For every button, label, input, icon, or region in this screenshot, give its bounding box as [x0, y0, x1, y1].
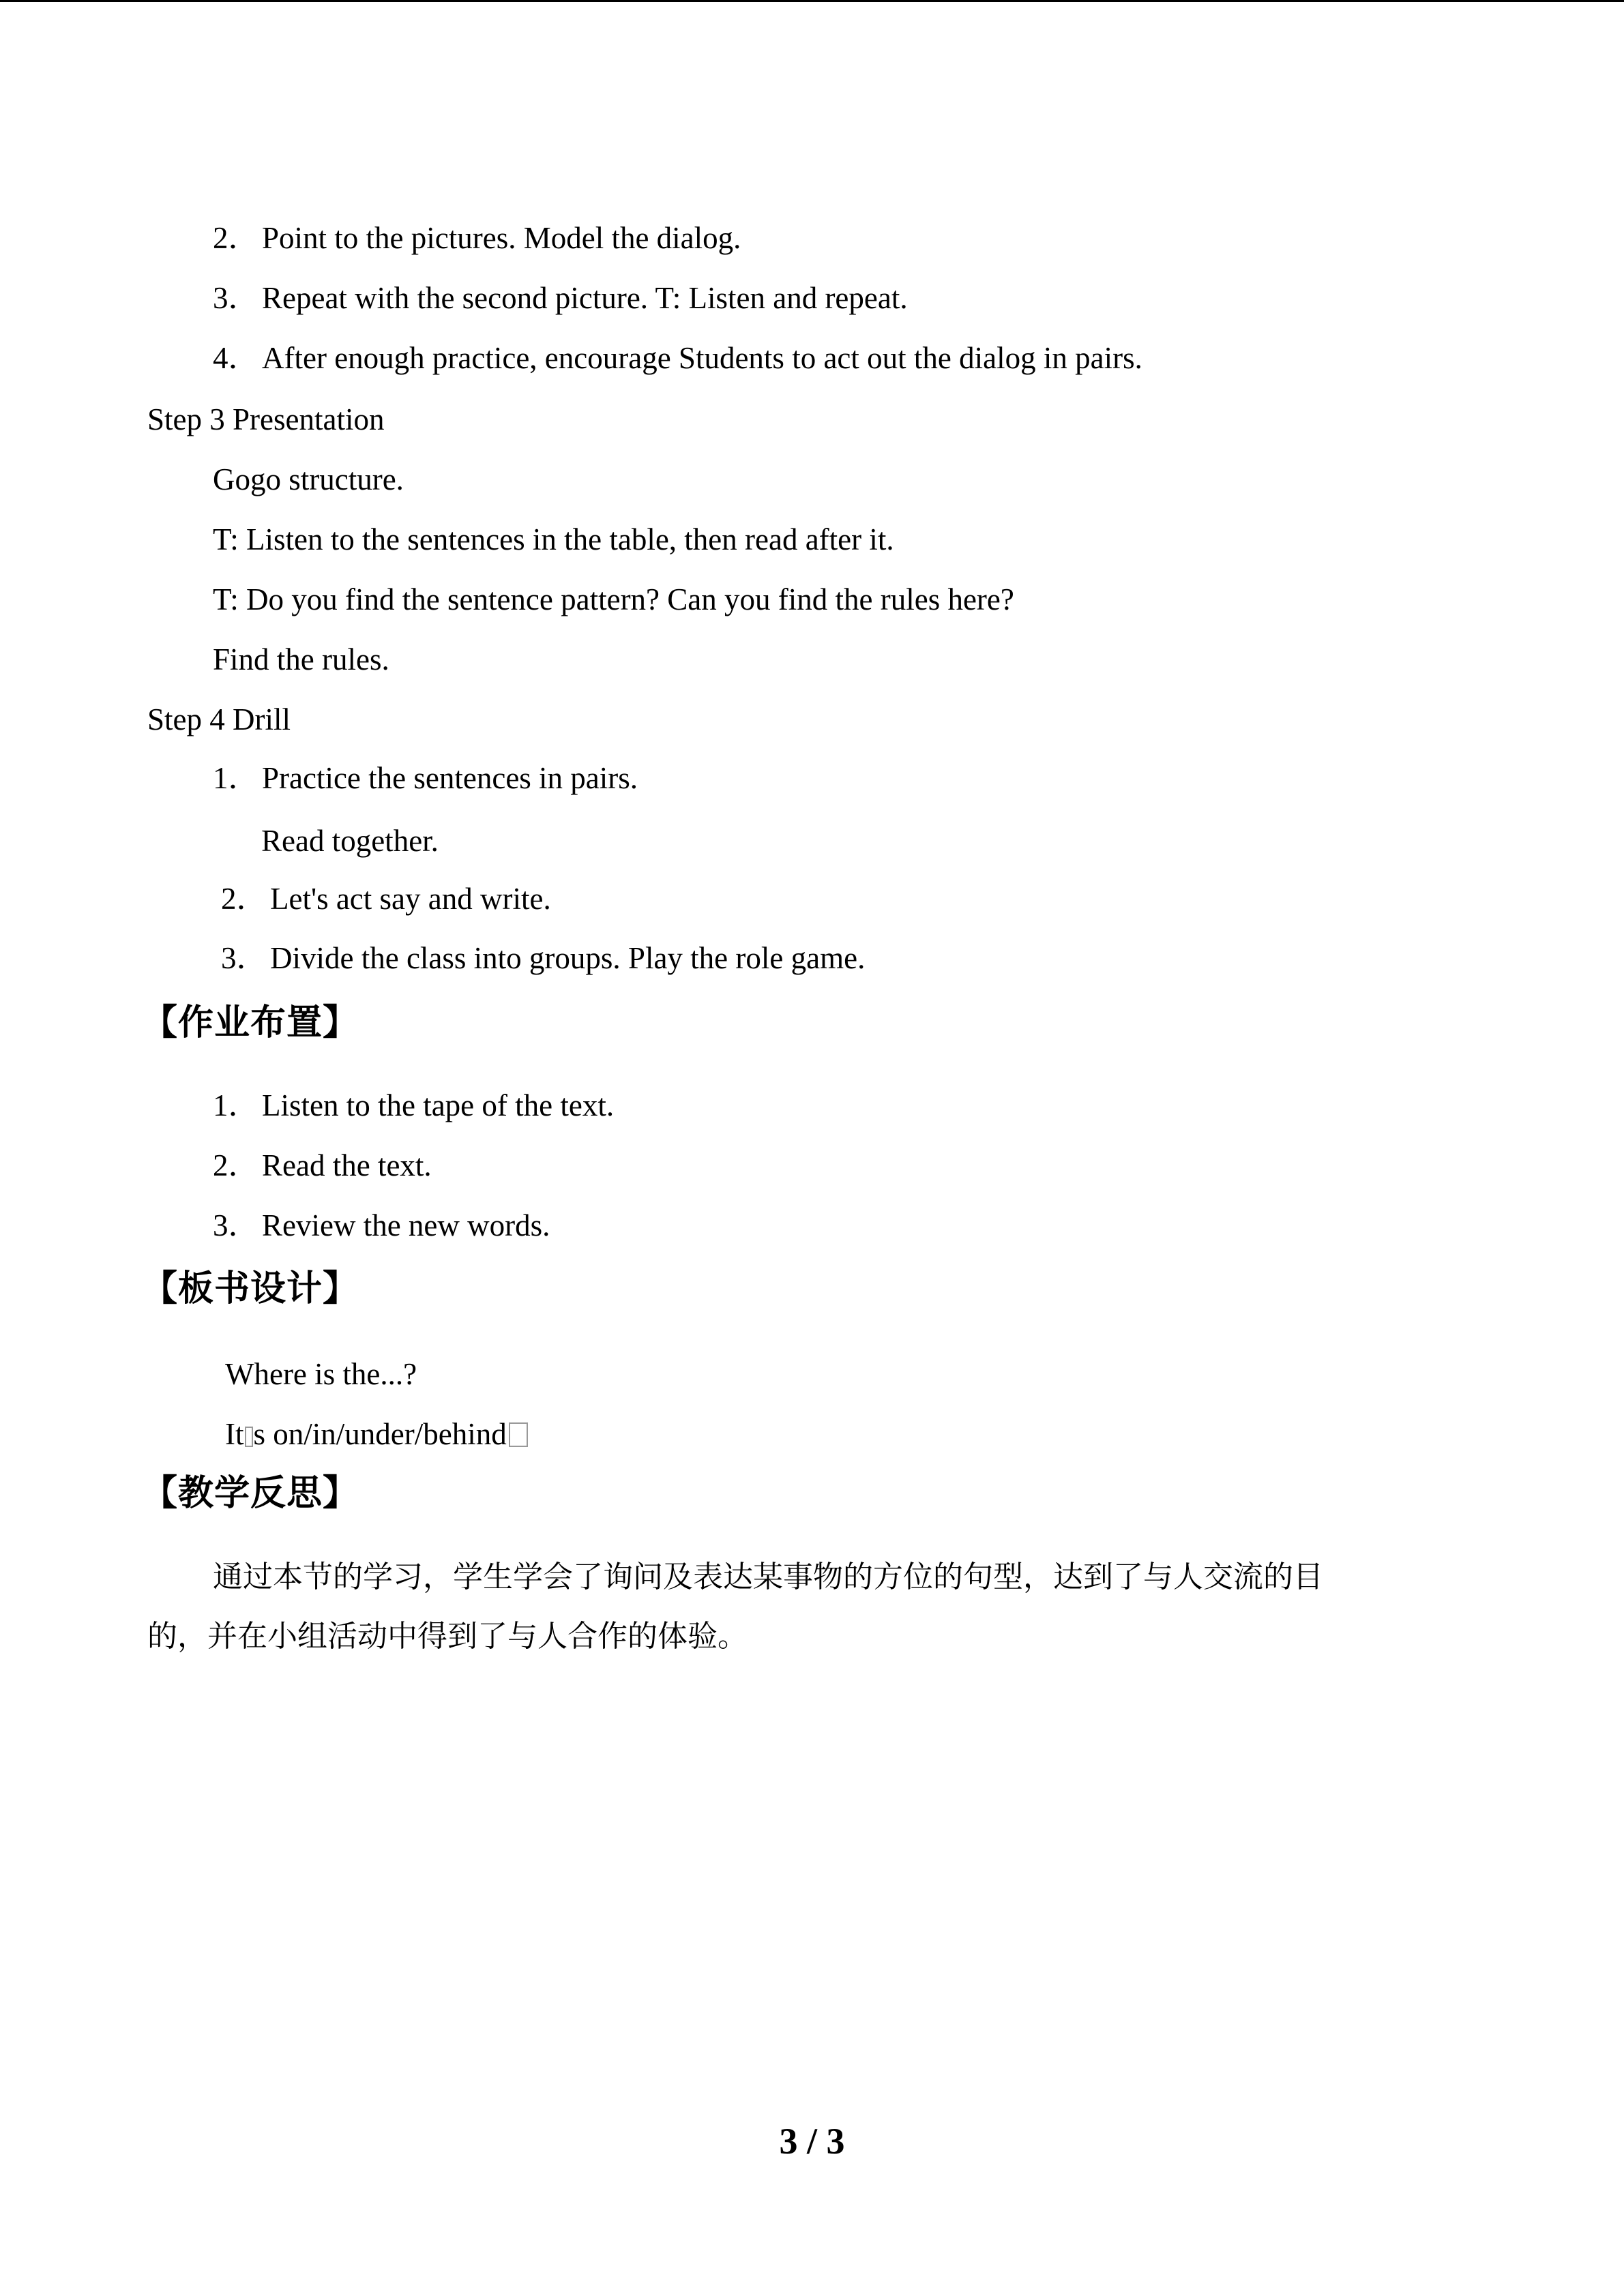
step3-line: T: Listen to the sentences in the table, then read after it. — [213, 522, 894, 556]
homework-item-text: Review the new words. — [262, 1208, 550, 1242]
board-design-heading: 【板书设计】 — [142, 1268, 359, 1309]
step4-item-2 — [221, 880, 551, 918]
homework-item-text: Read the text. — [262, 1148, 432, 1182]
step3-line: Gogo structure. — [213, 462, 404, 496]
step-item-number: 2． — [213, 221, 259, 255]
step4-item-1 — [213, 759, 638, 797]
step4-item-number: 2． — [221, 882, 267, 916]
step4-item-sub: Read together. — [261, 824, 439, 858]
step3-line: Find the rules. — [213, 642, 389, 676]
missing-glyph-icon — [245, 1427, 253, 1447]
homework-item-number: 2． — [213, 1148, 259, 1182]
step3-line: T: Do you find the sentence pattern? Can you find the rules here? — [213, 582, 1014, 616]
page-number: 3 / 3 — [779, 2121, 845, 2162]
step-item-text: Repeat with the second picture. T: Listen and repeat. — [262, 281, 908, 315]
homework-item — [213, 1206, 550, 1244]
board-line-2-rest: s on/in/under/behind — [253, 1417, 507, 1451]
reflection-heading: 【教学反思】 — [142, 1473, 359, 1514]
step4-title: Step 4 Drill — [147, 702, 291, 736]
board-line-2 — [225, 1415, 530, 1453]
homework-heading: 【作业布置】 — [142, 1002, 359, 1043]
step-item-3 — [213, 279, 908, 317]
step4-item-text: Practice the sentences in pairs. — [262, 761, 638, 795]
reflection-paragraph-line-2: 的，并在小组活动中得到了与人合作的体验。 — [147, 1619, 748, 1654]
step4-item-number: 3． — [221, 941, 267, 975]
step4-item-3 — [221, 939, 865, 977]
step-item-number: 3． — [213, 281, 259, 315]
missing-glyph-icon — [509, 1422, 528, 1447]
board-line-1: Where is the...? — [225, 1357, 417, 1391]
step-item-4 — [213, 339, 1142, 377]
board-line-2-start: It — [225, 1417, 244, 1451]
step4-item-number: 1． — [213, 761, 259, 795]
step3-title: Step 3 Presentation — [147, 402, 385, 436]
step4-item-text: Divide the class into groups. Play the role game. — [270, 941, 866, 975]
step-item-2 — [213, 219, 741, 257]
step-item-number: 4． — [213, 341, 259, 375]
homework-item — [213, 1146, 432, 1184]
homework-item-number: 1． — [213, 1088, 259, 1122]
homework-item — [213, 1086, 614, 1124]
step-item-text: Point to the pictures. Model the dialog. — [262, 221, 741, 255]
homework-item-text: Listen to the tape of the text. — [262, 1088, 615, 1122]
step-item-text: After enough practice, encourage Students to act out the dialog in pairs. — [262, 341, 1142, 375]
homework-item-number: 3． — [213, 1208, 259, 1242]
step4-item-text: Let's act say and write. — [270, 882, 551, 916]
reflection-paragraph-line-1: 通过本节的学习，学生学会了询问及表达某事物的方位的句型，达到了与人交流的目 — [213, 1560, 1323, 1594]
